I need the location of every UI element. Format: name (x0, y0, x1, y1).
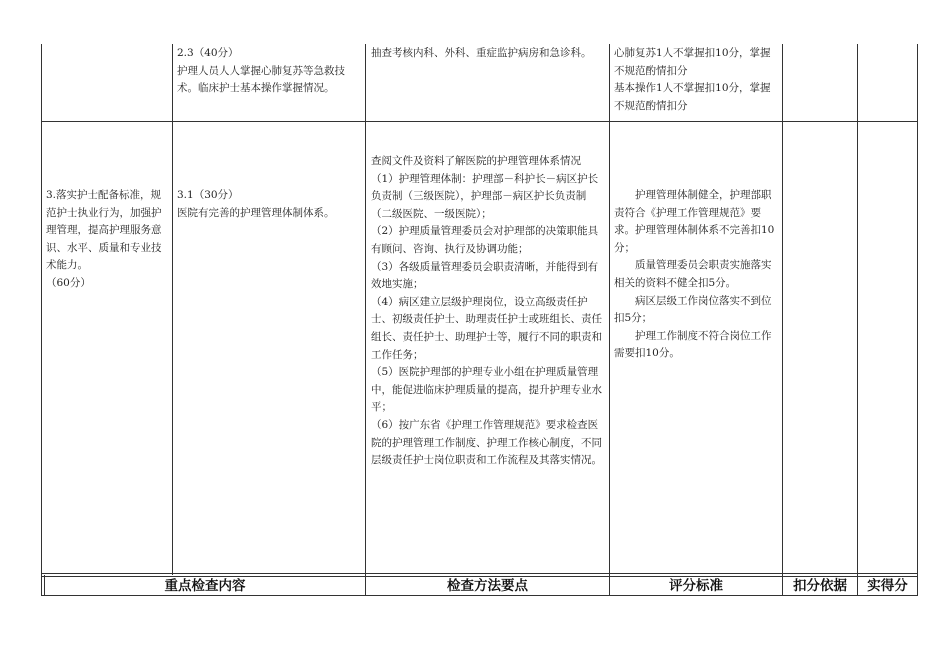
table-border-bottom (41, 595, 918, 596)
row2-item-code: 3.1（30分） (177, 189, 239, 201)
row2-method-point: （3）各级质量管理委员会职责清晰，并能得到有效地实施； (371, 260, 599, 291)
row2-scoring-line: 护理工作制度不符合岗位工作需要扣10分。 (614, 329, 772, 360)
row-divider (41, 121, 918, 122)
row1-scoring-cell (614, 45, 778, 115)
header-basis: 扣分依据 (793, 578, 847, 594)
column-divider (857, 44, 858, 596)
row1-item-code: 2.3（40分） (177, 47, 239, 59)
row2-category-cell (46, 187, 169, 293)
row2-method-intro: 查阅文件及资料了解医院的护理管理体系情况 (371, 155, 581, 167)
row2-method-point: （6）按广东省《护理工作管理规范》要求检查医院的护理管理工作制度、护理工作核心制度，不同层级责任护士岗位职责和工作流程及其落实情况。 (371, 418, 602, 467)
column-divider (782, 44, 783, 596)
row2-method-point: （2）护理质量管理委员会对护理部的决策职能具有顾问、咨询、执行及协调功能； (371, 225, 599, 255)
row1-item-cell (177, 45, 363, 98)
row2-scoring-line: 质量管理委员会职责实施落实相关的资料不健全扣5分。 (614, 259, 772, 289)
row1-method-cell: 抽查考核内科、外科、重症监护病房和急诊科。 (371, 47, 592, 59)
header-content: 重点检查内容 (164, 578, 246, 594)
row2-method-point: （1）护理管理体制：护理部－科护长－病区护长负责制（三级医院），护理部－病区护长负责制（二级医院、一级医院）； (371, 172, 599, 220)
row2-category-text: 3.落实护士配备标准，规范护士执业行为，加强护理管理，提高护理服务意识、水平、质量和专业技术能力。 (46, 189, 162, 272)
row2-item-text: 医院有完善的护理管理体制体系。 (177, 206, 335, 219)
row2-category-score: （60分） (46, 276, 91, 289)
row2-item-cell (177, 187, 363, 222)
header-top-border (41, 573, 918, 574)
row1-scoring-line: 基本操作1人不掌握扣10分，掌握不规范酌情扣分 (614, 82, 771, 112)
header-method: 检查方法要点 (447, 578, 528, 594)
table-border-left (41, 44, 42, 596)
column-divider (609, 44, 610, 596)
row2-scoring-cell (614, 187, 778, 363)
row1-item-text: 护理人员人人掌握心肺复苏等急救技术。临床护士基本操作掌握情况。 (177, 64, 345, 95)
row1-scoring-line: 心肺复苏1人不掌握扣10分，掌握不规范酌情扣分 (614, 47, 771, 77)
column-divider (172, 44, 173, 575)
header-top-border-inner (41, 576, 918, 577)
header-scoring: 评分标准 (669, 578, 723, 594)
row2-scoring-line: 护理管理体制健全，护理部职责符合《护理工作管理规范》要求。护理管理体制体系不完善扣10分； (614, 189, 775, 254)
table-border-right (917, 44, 918, 596)
row2-method-point: （4）病区建立层级护理岗位，设立高级责任护士、初级责任护士、助理责任护士或班组长、责任组长、责任护士、助理护士等，履行不同的职责和工作任务； (371, 295, 602, 361)
header-actual: 实得分 (867, 578, 908, 594)
inspection-table (41, 44, 918, 596)
row2-method-cell (371, 153, 607, 470)
column-divider (365, 44, 366, 596)
row2-scoring-line: 病区层级工作岗位落实不到位扣5分； (614, 294, 772, 325)
row2-method-point: （5）医院护理部的护理专业小组在护理质量管理中，能促进临床护理质量的提高，提升护理专业水平； (371, 366, 602, 414)
